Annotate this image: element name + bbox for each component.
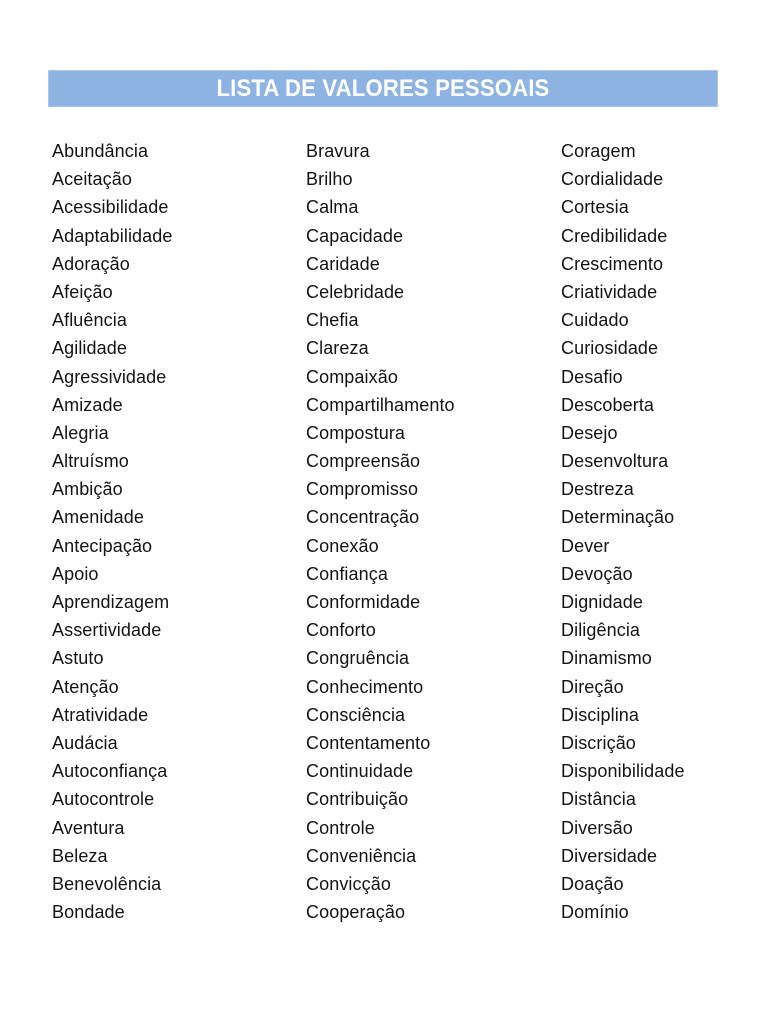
value-item: Consciência [306, 704, 406, 725]
value-item: Discrição [561, 732, 636, 753]
value-item: Clareza [306, 338, 369, 359]
value-item: Descoberta [561, 394, 655, 415]
value-item: Criatividade [561, 281, 658, 302]
value-item: Autoconfiança [52, 761, 168, 782]
value-item: Distância [561, 789, 636, 810]
values-column-3 [561, 137, 685, 926]
value-item: Apoio [52, 563, 99, 584]
values-column-2 [306, 137, 455, 926]
value-item: Contribuição [306, 789, 409, 810]
value-item: Confiança [306, 563, 388, 584]
value-item: Antecipação [52, 535, 153, 556]
value-item: Dinamismo [561, 648, 652, 669]
value-item: Conexão [306, 535, 379, 556]
value-item: Crescimento [561, 253, 664, 274]
value-item: Celebridade [306, 281, 405, 302]
value-item: Doação [561, 873, 624, 894]
value-item: Cooperação [306, 902, 406, 923]
value-item: Diversão [561, 817, 633, 838]
value-item: Convicção [306, 873, 391, 894]
value-item: Amizade [52, 394, 123, 415]
value-item: Amenidade [52, 507, 144, 528]
title-bar [48, 70, 718, 107]
value-item: Contentamento [306, 732, 431, 753]
value-item: Aprendizagem [52, 592, 170, 612]
value-item: Direção [561, 676, 624, 697]
value-item: Atratividade [52, 704, 149, 725]
value-item: Desejo [561, 422, 618, 443]
value-item: Conhecimento [306, 676, 424, 697]
value-item: Afluência [52, 310, 127, 331]
value-item: Compaixão [306, 366, 398, 387]
value-item: Destreza [561, 479, 634, 500]
value-item: Beleza [52, 845, 108, 866]
value-item: Curiosidade [561, 338, 659, 359]
value-item: Devoção [561, 563, 633, 584]
value-item: Disponibilidade [561, 761, 685, 782]
value-item: Dever [561, 535, 610, 556]
value-item: Aventura [52, 817, 125, 838]
value-item: Ambição [52, 479, 123, 500]
value-item: Agilidade [52, 338, 127, 359]
value-item: Assertividade [52, 620, 162, 641]
value-item: Domínio [561, 902, 629, 923]
value-item: Benevolência [52, 873, 162, 894]
value-item: Conveniência [306, 845, 417, 866]
value-item: Calma [306, 197, 359, 218]
value-item: Cortesia [561, 197, 629, 218]
value-item: Atenção [52, 676, 119, 697]
value-item: Credibilidade [561, 225, 668, 246]
value-item: Capacidade [306, 225, 404, 246]
value-item: Concentração [306, 507, 420, 528]
page-title: LISTA DE VALORES PESSOAIS [216, 74, 550, 102]
value-item: Bravura [306, 141, 370, 161]
values-column-1 [52, 137, 173, 926]
value-item: Brilho [306, 169, 353, 190]
value-item: Dignidade [561, 592, 643, 612]
value-item: Afeição [52, 281, 113, 302]
value-item: Agressividade [52, 366, 167, 387]
value-item: Determinação [561, 507, 675, 528]
value-item: Cuidado [561, 310, 629, 331]
value-item: Alegria [52, 422, 109, 443]
value-item: Continuidade [306, 761, 414, 782]
value-item: Aceitação [52, 169, 132, 190]
value-item: Controle [306, 817, 375, 838]
value-item: Coragem [561, 141, 636, 161]
value-item: Cordialidade [561, 169, 664, 190]
value-item: Astuto [52, 648, 104, 669]
value-item: Conforto [306, 620, 376, 641]
value-item: Compromisso [306, 479, 419, 500]
value-item: Compartilhamento [306, 394, 455, 415]
value-item: Acessibilidade [52, 197, 169, 218]
value-item: Abundância [52, 141, 149, 161]
value-item: Desafio [561, 366, 623, 387]
value-item: Compreensão [306, 451, 421, 472]
value-item: Diversidade [561, 845, 658, 866]
value-item: Conformidade [306, 592, 421, 612]
value-item: Desenvoltura [561, 451, 669, 472]
value-item: Bondade [52, 902, 125, 923]
value-item: Chefia [306, 310, 359, 331]
value-item: Caridade [306, 253, 380, 274]
value-item: Audácia [52, 732, 118, 753]
value-item: Compostura [306, 422, 406, 443]
value-item: Diligência [561, 620, 641, 641]
value-item: Autocontrole [52, 789, 155, 810]
value-item: Congruência [306, 648, 410, 669]
value-item: Adaptabilidade [52, 225, 173, 246]
value-item: Altruísmo [52, 451, 129, 472]
value-item: Adoração [52, 253, 130, 274]
value-item: Disciplina [561, 704, 640, 725]
